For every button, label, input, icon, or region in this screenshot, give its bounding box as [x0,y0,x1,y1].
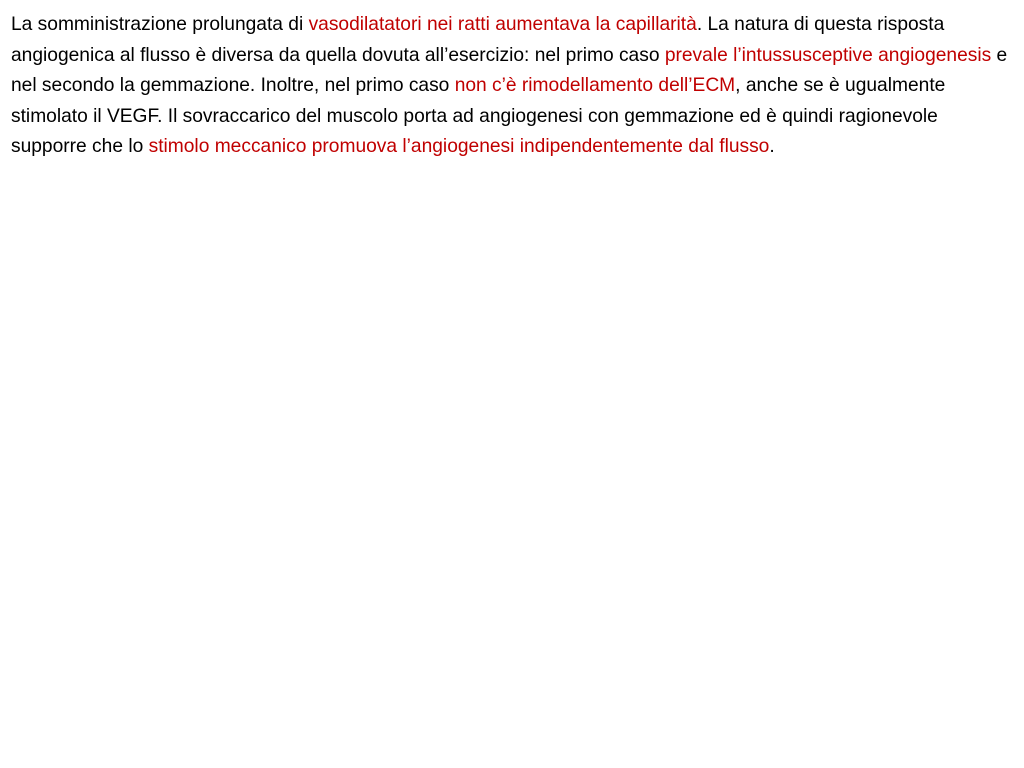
highlighted-text-vasodilators: vasodilatatori nei ratti aumentava la capillarità [308,14,697,35]
text-segment: La somministrazione prolungata di [11,14,309,35]
text-segment: . [769,136,775,157]
text-segment: . La natura di questa risposta angiogenica al flusso è diversa da quella dovuta all’esercizio: nel primo caso [11,14,945,66]
highlighted-text-intussusceptive: prevale l’intussusceptive angiogenesis [664,44,992,66]
body-paragraph [11,10,1017,163]
text-segment: e nel secondo la gemmazione. Inoltre, nel primo caso [11,44,1008,96]
highlighted-text-ecm: non c’è rimodellamento dell’ECM [454,75,736,96]
highlighted-text-mechanical-stimulus: stimolo meccanico promuova l’angiogenesi indipendentemente dal flusso [148,136,770,157]
text-segment: , anche se è ugualmente stimolato il VEGF. Il sovraccarico del muscolo porta ad angiogenesi con gemmazione ed è quindi ragionevole supporre che lo [11,75,946,157]
